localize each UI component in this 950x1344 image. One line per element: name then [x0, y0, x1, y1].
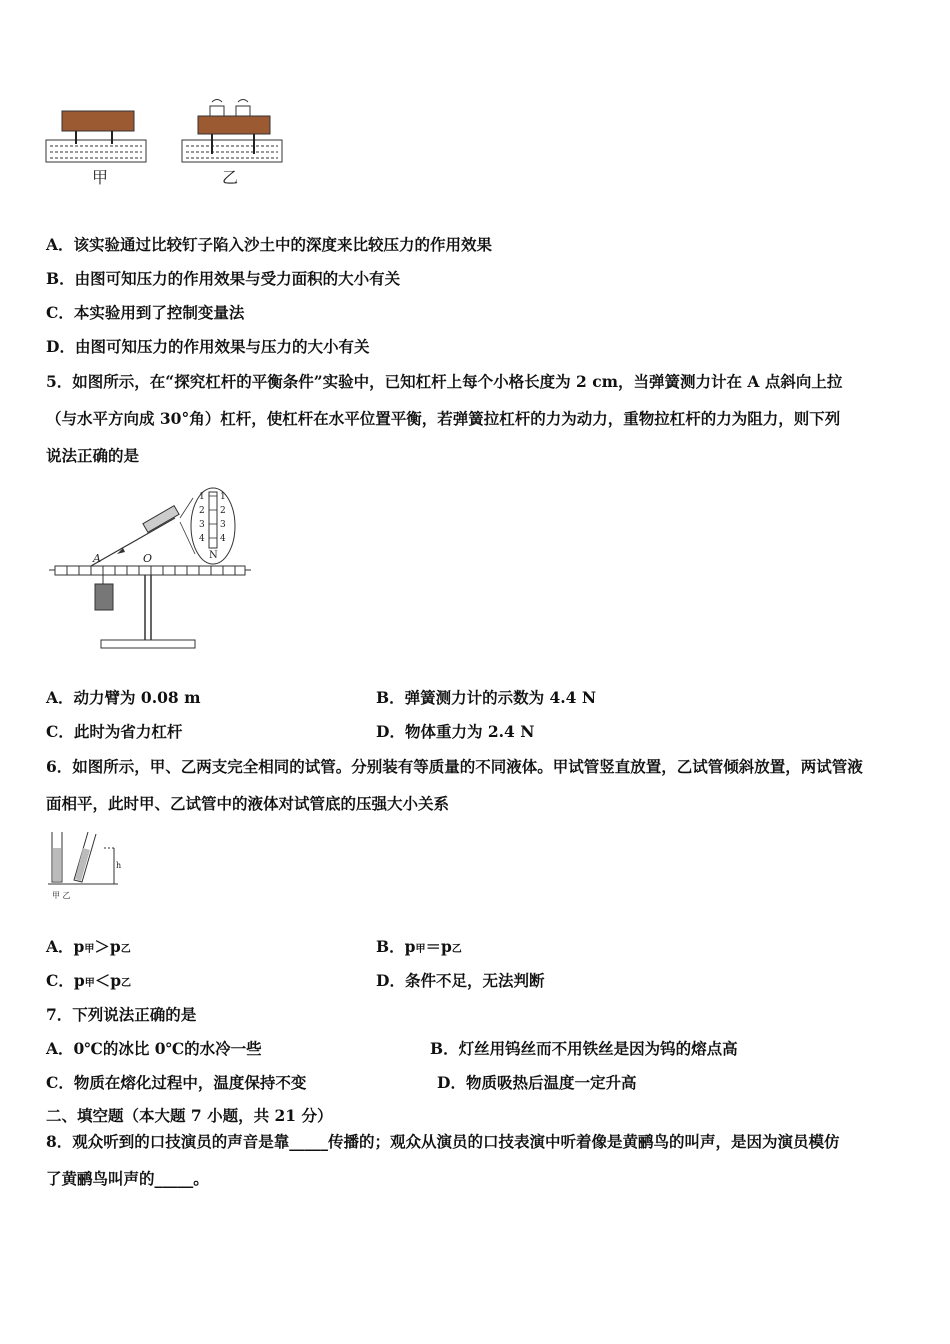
q6-option-c: C．p甲＜p乙: [46, 971, 132, 990]
q6-stem-line1: 6．如图所示，甲、乙两支完全相同的试管。分别装有等质量的不同液体。甲试管竖直放置，乙试管倾斜放置，两试管液: [46, 757, 863, 776]
q6-option-b: B．p甲＝p乙: [376, 937, 462, 956]
q5-option-a: A．动力臂为 0.08 m: [46, 688, 201, 707]
figure-label-yi: 乙: [222, 168, 239, 187]
q7-option-b: B．灯丝用钨丝而不用铁丝是因为钨的熔点高: [430, 1039, 738, 1058]
section-title-fill-in: 二、填空题（本大题 7 小题，共 21 分）: [46, 1106, 333, 1125]
figure-lever: [45, 480, 255, 655]
scale-left-1: 1: [199, 492, 205, 502]
scale-left-4: 4: [199, 534, 205, 544]
q8-stem-line2: 了黄鹂鸟叫声的_____。: [46, 1169, 209, 1188]
q5-stem-line2: （与水平方向成 30°角）杠杆，使杠杆在水平位置平衡，若弹簧拉杠杆的力为动力，重物拉杠杆的力为阻力，则下列: [46, 409, 841, 428]
q4-option-c: C．本实验用到了控制变量法: [46, 303, 245, 322]
q5-stem-line3: 说法正确的是: [46, 446, 140, 465]
q4-option-d: D．由图可知压力的作用效果与压力的大小有关: [46, 337, 370, 356]
lever-point-o: O: [143, 552, 153, 565]
tube-height-label: h: [116, 861, 122, 870]
tube-labels: 甲 乙: [52, 891, 71, 900]
q6-option-a: A．p甲＞p乙: [46, 937, 131, 956]
q5-option-d: D．物体重力为 2.4 N: [376, 722, 535, 741]
figure-nail-sand: [40, 96, 300, 191]
q7-option-d: D．物质吸热后温度一定升高: [437, 1073, 637, 1092]
scale-unit: N: [209, 550, 218, 561]
scale-right-3: 3: [220, 520, 226, 530]
scale-right-2: 2: [220, 506, 226, 516]
q6-option-d: D．条件不足，无法判断: [376, 971, 545, 990]
scale-right-4: 4: [220, 534, 226, 544]
figure-label-jia: 甲: [92, 168, 109, 187]
figure-test-tubes: [44, 828, 128, 902]
scale-left-2: 2: [199, 506, 205, 516]
q7-stem: 7．下列说法正确的是: [46, 1005, 197, 1024]
scale-right-1: 1: [220, 492, 226, 502]
q6-stem-line2: 面相平，此时甲、乙试管中的液体对试管底的压强大小关系: [46, 794, 450, 813]
q4-option-b: B．由图可知压力的作用效果与受力面积的大小有关: [46, 269, 401, 288]
lever-point-a: A: [93, 552, 101, 565]
q5-option-b: B．弹簧测力计的示数为 4.4 N: [376, 688, 597, 707]
q5-option-c: C．此时为省力杠杆: [46, 722, 183, 741]
q7-option-a: A．0℃的冰比 0℃的水冷一些: [46, 1039, 262, 1058]
q4-option-a: A．该实验通过比较钉子陷入沙土中的深度来比较压力的作用效果: [46, 235, 493, 254]
scale-left-3: 3: [199, 520, 205, 530]
q7-option-c: C．物质在熔化过程中，温度保持不变: [46, 1073, 307, 1092]
q8-stem-line1: 8．观众听到的口技演员的声音是靠_____传播的；观众从演员的口技表演中听着像是黄鹂鸟的叫声，是因为演员模仿: [46, 1132, 840, 1151]
q5-stem-line1: 5．如图所示，在“探究杠杆的平衡条件”实验中，已知杠杆上每个小格长度为 2 cm，当弹簧测力计在 A 点斜向上拉: [46, 372, 843, 391]
